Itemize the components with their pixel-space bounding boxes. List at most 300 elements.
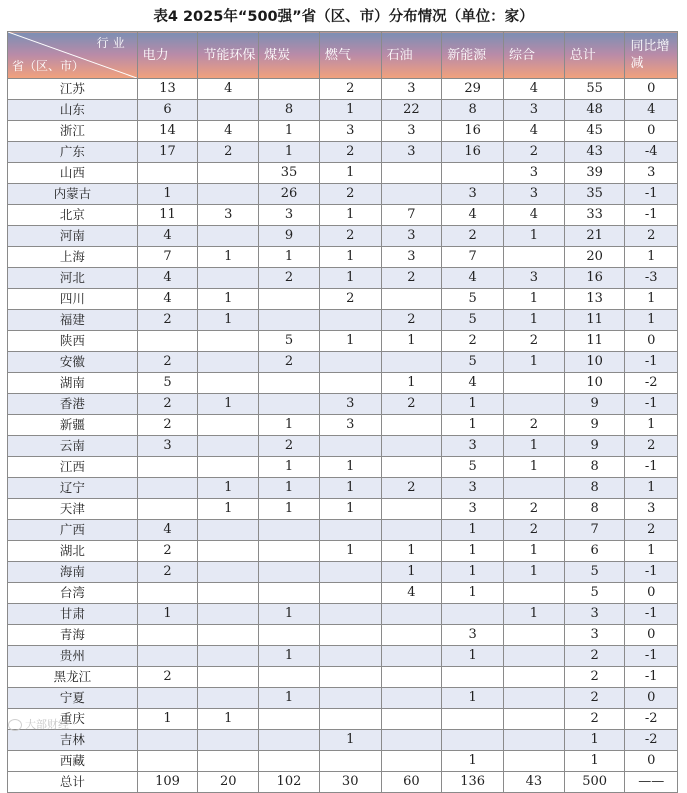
value-cell [381, 751, 442, 772]
value-cell [381, 436, 442, 457]
value-cell [259, 541, 320, 562]
column-header: 燃气 [319, 32, 381, 79]
value-cell: 2 [137, 394, 198, 415]
value-cell: 1 [319, 331, 381, 352]
value-cell: 3 [625, 499, 678, 520]
value-cell [504, 625, 565, 646]
value-cell [504, 247, 565, 268]
value-cell [198, 373, 259, 394]
value-cell: —— [625, 772, 678, 793]
value-cell: 1 [319, 730, 381, 751]
value-cell [198, 268, 259, 289]
value-cell [137, 457, 198, 478]
value-cell: 1 [625, 247, 678, 268]
province-cell: 新疆 [8, 415, 138, 436]
table-row [8, 142, 678, 163]
value-cell [319, 604, 381, 625]
value-cell [319, 751, 381, 772]
header-row [8, 32, 678, 79]
value-cell: 0 [625, 583, 678, 604]
value-cell: 1 [504, 310, 565, 331]
value-cell [319, 646, 381, 667]
value-cell: 1 [198, 289, 259, 310]
value-cell: 1 [259, 499, 320, 520]
value-cell: -1 [625, 205, 678, 226]
table-row [8, 709, 678, 730]
value-cell [381, 184, 442, 205]
table-row [8, 562, 678, 583]
province-cell: 辽宁 [8, 478, 138, 499]
table-row [8, 667, 678, 688]
value-cell [319, 583, 381, 604]
value-cell: 8 [564, 499, 625, 520]
corner-province-label: 省（区、市） [12, 59, 85, 73]
value-cell [319, 562, 381, 583]
value-cell [319, 352, 381, 373]
value-cell: 3 [442, 436, 504, 457]
value-cell: 1 [259, 415, 320, 436]
value-cell: 1 [137, 709, 198, 730]
table-row [8, 331, 678, 352]
value-cell: 1 [442, 688, 504, 709]
province-cell: 香港 [8, 394, 138, 415]
value-cell: 17 [137, 142, 198, 163]
value-cell: 0 [625, 751, 678, 772]
value-cell: 1 [198, 247, 259, 268]
column-header: 同比增减 [625, 32, 678, 79]
value-cell: 4 [137, 226, 198, 247]
value-cell [319, 373, 381, 394]
value-cell [381, 457, 442, 478]
value-cell: 2 [259, 352, 320, 373]
value-cell: 1 [442, 562, 504, 583]
value-cell: 1 [319, 457, 381, 478]
value-cell [319, 436, 381, 457]
province-cell: 云南 [8, 436, 138, 457]
value-cell: 1 [137, 184, 198, 205]
value-cell [381, 352, 442, 373]
value-cell: 1 [259, 478, 320, 499]
table-row [8, 163, 678, 184]
value-cell: 9 [564, 415, 625, 436]
value-cell: 2 [259, 436, 320, 457]
table-row [8, 394, 678, 415]
value-cell: 3 [504, 184, 565, 205]
value-cell [319, 310, 381, 331]
table-row [8, 604, 678, 625]
column-header: 总计 [564, 32, 625, 79]
value-cell: 2 [381, 478, 442, 499]
province-cell: 海南 [8, 562, 138, 583]
value-cell: 20 [564, 247, 625, 268]
value-cell: 16 [442, 142, 504, 163]
value-cell [198, 646, 259, 667]
province-cell: 西藏 [8, 751, 138, 772]
value-cell: 16 [564, 268, 625, 289]
value-cell: 1 [442, 541, 504, 562]
value-cell [198, 667, 259, 688]
value-cell: 10 [564, 373, 625, 394]
value-cell: 1 [442, 751, 504, 772]
value-cell: 1 [137, 604, 198, 625]
value-cell [259, 625, 320, 646]
value-cell [381, 709, 442, 730]
value-cell: 8 [442, 100, 504, 121]
value-cell: 3 [319, 394, 381, 415]
value-cell: 3 [625, 163, 678, 184]
value-cell: 4 [442, 268, 504, 289]
value-cell: 11 [564, 331, 625, 352]
province-cell: 浙江 [8, 121, 138, 142]
value-cell: 3 [319, 121, 381, 142]
table-row [8, 415, 678, 436]
value-cell [381, 520, 442, 541]
value-cell: 1 [381, 373, 442, 394]
province-cell: 重庆 [8, 709, 138, 730]
value-cell: 10 [564, 352, 625, 373]
value-cell: 1 [442, 646, 504, 667]
value-cell: 2 [625, 520, 678, 541]
value-cell: 3 [564, 625, 625, 646]
province-cell: 黑龙江 [8, 667, 138, 688]
value-cell [137, 730, 198, 751]
value-cell [198, 226, 259, 247]
value-cell: 1 [259, 142, 320, 163]
value-cell: 1 [259, 688, 320, 709]
value-cell: 1 [625, 415, 678, 436]
value-cell [198, 625, 259, 646]
value-cell [442, 163, 504, 184]
value-cell [259, 373, 320, 394]
value-cell: 1 [259, 121, 320, 142]
province-cell: 青海 [8, 625, 138, 646]
value-cell [198, 541, 259, 562]
value-cell: 1 [625, 541, 678, 562]
table-row [8, 247, 678, 268]
value-cell [381, 646, 442, 667]
value-cell: 2 [319, 184, 381, 205]
value-cell: 2 [504, 331, 565, 352]
province-cell: 广西 [8, 520, 138, 541]
value-cell [259, 310, 320, 331]
table-row [8, 205, 678, 226]
value-cell: 5 [259, 331, 320, 352]
value-cell: 45 [564, 121, 625, 142]
value-cell: 2 [198, 142, 259, 163]
value-cell [504, 394, 565, 415]
province-cell: 甘肃 [8, 604, 138, 625]
table-row [8, 184, 678, 205]
value-cell: 2 [319, 79, 381, 100]
table-row [8, 751, 678, 772]
value-cell: 14 [137, 121, 198, 142]
value-cell: 1 [259, 646, 320, 667]
value-cell [381, 415, 442, 436]
watermark-text: 大部财经 [25, 718, 69, 731]
province-cell: 安徽 [8, 352, 138, 373]
column-header: 节能环保 [198, 32, 259, 79]
value-cell [259, 79, 320, 100]
value-cell: -2 [625, 709, 678, 730]
value-cell [504, 751, 565, 772]
value-cell [198, 520, 259, 541]
value-cell: 48 [564, 100, 625, 121]
value-cell: 109 [137, 772, 198, 793]
value-cell: 1 [259, 604, 320, 625]
value-cell: 8 [259, 100, 320, 121]
value-cell: 2 [442, 331, 504, 352]
province-cell: 山东 [8, 100, 138, 121]
value-cell: 26 [259, 184, 320, 205]
province-cell: 四川 [8, 289, 138, 310]
value-cell: 4 [504, 205, 565, 226]
value-cell: 60 [381, 772, 442, 793]
corner-header-cell [8, 32, 138, 79]
value-cell [259, 394, 320, 415]
value-cell: 4 [137, 289, 198, 310]
value-cell: 3 [319, 415, 381, 436]
value-cell: 2 [137, 667, 198, 688]
value-cell: 1 [198, 310, 259, 331]
value-cell: 2 [381, 310, 442, 331]
value-cell: 2 [504, 499, 565, 520]
table-row [8, 499, 678, 520]
value-cell: 2 [504, 415, 565, 436]
value-cell [504, 478, 565, 499]
value-cell [381, 604, 442, 625]
table-row [8, 583, 678, 604]
value-cell: 8 [564, 478, 625, 499]
value-cell: -1 [625, 352, 678, 373]
value-cell: -1 [625, 667, 678, 688]
value-cell [442, 730, 504, 751]
value-cell [198, 331, 259, 352]
value-cell: 1 [319, 268, 381, 289]
value-cell [198, 184, 259, 205]
value-cell: 4 [504, 79, 565, 100]
value-cell [198, 457, 259, 478]
value-cell [319, 667, 381, 688]
value-cell: 2 [381, 394, 442, 415]
value-cell: 1 [442, 415, 504, 436]
value-cell [137, 499, 198, 520]
value-cell: 3 [381, 142, 442, 163]
value-cell: 29 [442, 79, 504, 100]
value-cell [259, 562, 320, 583]
value-cell: 30 [319, 772, 381, 793]
value-cell: 20 [198, 772, 259, 793]
distribution-table [7, 31, 678, 793]
value-cell: 1 [319, 163, 381, 184]
value-cell: 1 [504, 289, 565, 310]
value-cell: -2 [625, 730, 678, 751]
value-cell [198, 730, 259, 751]
table-row [8, 436, 678, 457]
value-cell [198, 688, 259, 709]
province-cell: 福建 [8, 310, 138, 331]
value-cell: 0 [625, 331, 678, 352]
value-cell [504, 730, 565, 751]
value-cell: 0 [625, 625, 678, 646]
value-cell: 1 [198, 499, 259, 520]
value-cell [504, 583, 565, 604]
column-header: 煤炭 [259, 32, 320, 79]
value-cell: 4 [137, 520, 198, 541]
table-row [8, 646, 678, 667]
value-cell: -1 [625, 604, 678, 625]
value-cell: 3 [442, 625, 504, 646]
value-cell: 16 [442, 121, 504, 142]
value-cell [259, 730, 320, 751]
value-cell: 5 [564, 583, 625, 604]
value-cell [504, 667, 565, 688]
value-cell [137, 646, 198, 667]
value-cell: 0 [625, 688, 678, 709]
value-cell [504, 646, 565, 667]
value-cell [319, 520, 381, 541]
value-cell [137, 625, 198, 646]
value-cell: 2 [564, 688, 625, 709]
value-cell [319, 709, 381, 730]
value-cell: 2 [137, 310, 198, 331]
value-cell: 2 [259, 268, 320, 289]
value-cell [137, 583, 198, 604]
value-cell: 3 [137, 436, 198, 457]
value-cell: 1 [504, 436, 565, 457]
value-cell: 2 [442, 226, 504, 247]
value-cell: 55 [564, 79, 625, 100]
value-cell: 35 [259, 163, 320, 184]
value-cell: 1 [198, 709, 259, 730]
table-row [8, 373, 678, 394]
value-cell: 2 [319, 226, 381, 247]
province-cell: 湖南 [8, 373, 138, 394]
province-cell: 江西 [8, 457, 138, 478]
value-cell: 2 [564, 709, 625, 730]
value-cell: 2 [137, 562, 198, 583]
value-cell: 2 [564, 646, 625, 667]
value-cell [259, 520, 320, 541]
value-cell [442, 667, 504, 688]
value-cell: 1 [625, 310, 678, 331]
value-cell: 1 [319, 100, 381, 121]
value-cell: 1 [504, 562, 565, 583]
table-row [8, 268, 678, 289]
table-row [8, 730, 678, 751]
value-cell [381, 625, 442, 646]
value-cell: -1 [625, 184, 678, 205]
value-cell [137, 688, 198, 709]
value-cell: 43 [564, 142, 625, 163]
province-cell: 台湾 [8, 583, 138, 604]
value-cell [259, 289, 320, 310]
value-cell: 3 [381, 79, 442, 100]
value-cell: 9 [564, 436, 625, 457]
value-cell: 8 [564, 457, 625, 478]
value-cell: 2 [625, 226, 678, 247]
value-cell [198, 436, 259, 457]
value-cell: 136 [442, 772, 504, 793]
value-cell: 3 [564, 604, 625, 625]
value-cell: 5 [442, 289, 504, 310]
value-cell: 500 [564, 772, 625, 793]
value-cell: 13 [564, 289, 625, 310]
province-cell: 天津 [8, 499, 138, 520]
value-cell [504, 688, 565, 709]
value-cell: 1 [319, 499, 381, 520]
value-cell: 7 [564, 520, 625, 541]
province-cell: 上海 [8, 247, 138, 268]
value-cell: 1 [504, 604, 565, 625]
value-cell: 1 [319, 247, 381, 268]
value-cell: 6 [564, 541, 625, 562]
value-cell [381, 499, 442, 520]
value-cell: 1 [504, 352, 565, 373]
value-cell: 43 [504, 772, 565, 793]
value-cell: 4 [504, 121, 565, 142]
value-cell: 2 [319, 142, 381, 163]
value-cell [259, 667, 320, 688]
value-cell: 3 [504, 163, 565, 184]
value-cell [198, 583, 259, 604]
value-cell [198, 163, 259, 184]
province-cell: 内蒙古 [8, 184, 138, 205]
value-cell [504, 709, 565, 730]
total-row [8, 772, 678, 793]
value-cell: 1 [259, 457, 320, 478]
province-cell: 贵州 [8, 646, 138, 667]
value-cell: 3 [442, 184, 504, 205]
value-cell: 1 [442, 583, 504, 604]
value-cell: 1 [381, 562, 442, 583]
column-header: 新能源 [442, 32, 504, 79]
value-cell: 7 [442, 247, 504, 268]
value-cell: 3 [442, 478, 504, 499]
value-cell: 5 [137, 373, 198, 394]
value-cell: 3 [381, 247, 442, 268]
value-cell: 4 [198, 121, 259, 142]
value-cell: 2 [504, 520, 565, 541]
column-header: 石油 [381, 32, 442, 79]
value-cell: 1 [198, 478, 259, 499]
value-cell: 4 [381, 583, 442, 604]
value-cell: 2 [381, 268, 442, 289]
value-cell [381, 688, 442, 709]
table-row [8, 289, 678, 310]
province-cell: 吉林 [8, 730, 138, 751]
value-cell: 7 [381, 205, 442, 226]
table-row [8, 688, 678, 709]
value-cell [137, 331, 198, 352]
value-cell: 5 [564, 562, 625, 583]
value-cell [137, 478, 198, 499]
value-cell: 1 [564, 730, 625, 751]
value-cell: 1 [625, 478, 678, 499]
value-cell: 5 [442, 352, 504, 373]
value-cell [198, 100, 259, 121]
table-title: 表4 2025年“500强”省（区、市）分布情况（单位：家） [153, 9, 534, 25]
province-cell: 江苏 [8, 79, 138, 100]
province-cell: 宁夏 [8, 688, 138, 709]
table-row [8, 310, 678, 331]
table-body [8, 79, 678, 793]
value-cell: 5 [442, 310, 504, 331]
value-cell [198, 604, 259, 625]
value-cell: 3 [504, 100, 565, 121]
value-cell: 1 [504, 457, 565, 478]
value-cell: 4 [625, 100, 678, 121]
value-cell: 1 [504, 226, 565, 247]
